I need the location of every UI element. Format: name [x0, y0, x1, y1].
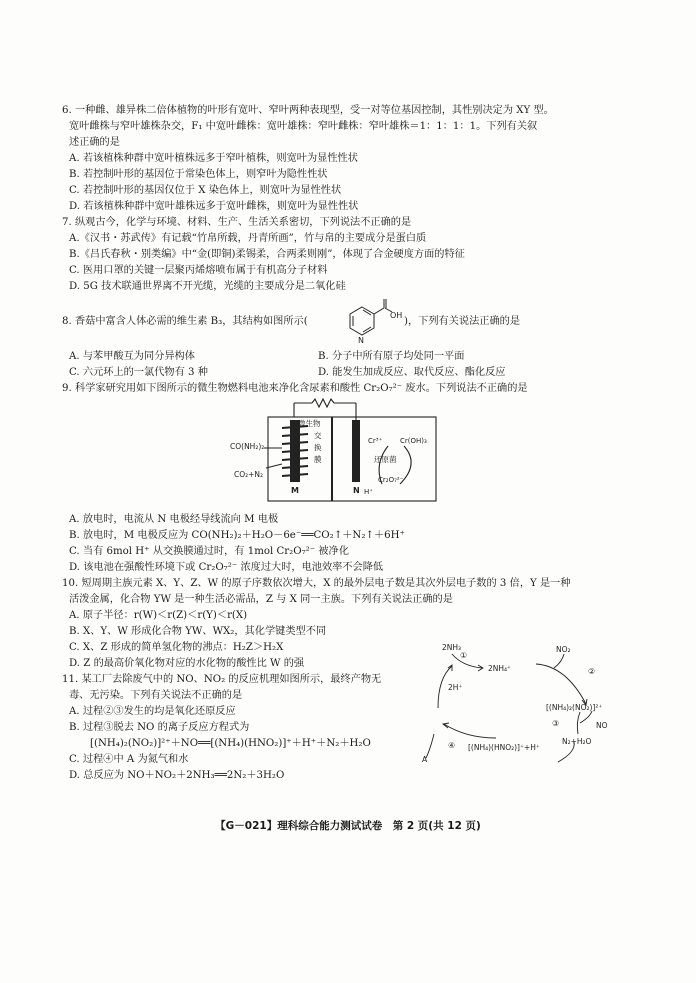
q8-line-1b: )，下列有关说法正确的是: [404, 316, 521, 327]
q10-line-2: 活泼金属，化合物 YW 是一种生活必需品，Z 与 X 同一主族。下列有关说法正确的是: [69, 594, 453, 605]
q11-line-1: 11. 某工厂去除废气中的 NO、NO₂ 的反应机理如图所示，最终产物无: [62, 674, 382, 685]
step-2-marker: ②: [588, 667, 596, 676]
step-1-marker: ①: [460, 651, 468, 660]
electrode-n-label: N: [353, 486, 360, 495]
co2-n2-label: CO₂+N₂: [234, 470, 264, 479]
q7-line-1: 7. 纵观古今，化学与环境、材料、生产、生活关系密切，下列说法不正确的是: [62, 217, 412, 228]
q10-option-d: D. Z 的最高价氧化物对应的水化物的酸性比 W 的强: [69, 658, 305, 669]
nh4-label: 2NH₄⁺: [488, 664, 511, 673]
q6-line-1: 6. 一种雌、雄异株二倍体植物的叶形有宽叶、窄叶两种表现型，受一对等位基因控制，其性别决定为 XY 型。: [62, 105, 554, 116]
product-a-label: A: [422, 755, 428, 764]
q10-option-a: A. 原子半径：r(W)＜r(Z)＜r(Y)＜r(X): [69, 610, 248, 621]
step-3-marker: ③: [552, 719, 560, 728]
q9-line-1: 9. 科学家研究用如下图所示的微生物燃料电池来净化含尿素和酸性 Cr₂O₇²⁻ 废水。下列说法不正确的是: [62, 383, 528, 394]
q8-option-b: B. 分子中所有原子均处同一平面: [318, 351, 465, 362]
croh3-label: Cr(OH)₃: [400, 437, 427, 445]
q9-option-c: C. 当有 6mol H⁺ 从交换膜通过时，有 1mol Cr₂O₇²⁻ 被净化: [69, 546, 349, 557]
fuel-cell-diagram: [228, 396, 442, 508]
niacin-oh-label: OH: [390, 311, 402, 320]
complex-2-label: [(NH₄)₂(NO₂)]²⁺: [546, 703, 603, 712]
h-plus-label: 2H⁺: [448, 683, 463, 692]
q6-option-b: B. 若控制叶形的基因位于常染色体上，则窄叶为隐性性状: [69, 169, 328, 180]
q11-option-a: A. 过程②③发生的均是氧化还原反应: [69, 706, 236, 717]
reducing-bacteria-label: 还原菌: [374, 455, 397, 464]
q8-line-1a: 8. 香菇中富含人体必需的维生素 B₃，其结构如图所示(: [62, 316, 308, 327]
proton-label: H⁺: [364, 488, 373, 496]
complex-1-label: [(NH₄)(HNO₂)]⁺+H⁺: [468, 743, 540, 752]
membrane-label-3: 膜: [314, 455, 322, 464]
membrane-label-1: 交: [314, 431, 322, 440]
no2-label: NO₂: [556, 645, 571, 654]
q10-option-b: B. X、Y、W 形成化合物 YW、WX₂，其化学键类型不同: [69, 626, 327, 637]
urea-label: CO(NH₂)₂: [230, 442, 265, 451]
q6-option-d: D. 若该植株种群中宽叶雄株远多于宽叶雌株，则宽叶为显性性状: [69, 201, 359, 212]
q7-option-a: A.《汉书・苏武传》有记载“竹帛所载，丹青所画”，竹与帛的主要成分是蛋白质: [69, 233, 427, 244]
q11-option-c: C. 过程④中 A 为氮气和水: [69, 754, 189, 765]
nh3-label: 2NH₃: [442, 643, 462, 652]
q8-option-c: C. 六元环上的一氯代物有 3 种: [69, 367, 208, 378]
q11-option-d: D. 总反应为 NO＋NO₂＋2NH₃══2N₂＋3H₂O: [69, 770, 285, 781]
n2-h2o-label: N₂+H₂O: [562, 737, 592, 746]
q8-option-d: D. 能发生加成反应、取代反应、酯化反应: [318, 367, 506, 378]
q11-line-2: 毒、无污染。下列有关说法不正确的是: [69, 690, 243, 701]
q7-option-b: B.《吕氏春秋・别类编》中“金(即铜)柔锡柔，合两柔则刚”，体现了合金硬度方面的特征: [69, 249, 465, 260]
q7-option-d: D. 5G 技术联通世界离不开光缆，光缆的主要成分是二氧化硅: [69, 281, 346, 292]
q10-option-c: C. X、Z 形成的简单氢化物的沸点：H₂Z＞H₂X: [69, 642, 284, 653]
step-4-marker: ④: [448, 741, 456, 750]
membrane-label-2: 换: [314, 443, 322, 452]
q7-option-c: C. 医用口罩的关键一层聚丙烯熔喷布属于有机高分子材料: [69, 265, 328, 276]
microbe-label: 微生物: [298, 419, 321, 428]
q9-option-d: D. 该电池在强酸性环境下或 Cr₂O₇²⁻ 浓度过大时，电池效率不会降低: [69, 562, 384, 573]
dichromate-label: Cr₂O₇²⁻: [378, 476, 404, 484]
electrode-m-label: M: [291, 486, 299, 495]
q8-option-a: A. 与苯甲酸互为同分异构体: [69, 351, 195, 362]
q6-line-2: 宽叶雌株与窄叶雄株杂交，F₁ 中宽叶雌株：宽叶雄株：窄叶雌株：窄叶雄株＝1：1：1：1。下列有关叙: [69, 121, 538, 132]
q11-option-b: B. 过程③脱去 NO 的离子反应方程式为: [69, 722, 250, 733]
cr3-label: Cr³⁺: [368, 437, 383, 445]
niacin-structure-diagram: [344, 297, 402, 347]
q6-option-a: A. 若该植株种群中宽叶植株远多于窄叶植株，则宽叶为显性性状: [69, 153, 358, 164]
no-label: NO: [596, 721, 608, 730]
page-footer: 【G－021】理科综合能力测试试卷 第 2 页(共 12 页): [215, 820, 481, 832]
q9-option-a: A. 放电时，电流从 N 电极经导线流向 M 电极: [69, 514, 279, 525]
q6-line-3: 述正确的是: [69, 137, 120, 148]
reaction-mechanism-diagram: [404, 638, 676, 768]
q11-option-b-equation: [(NH₄)₂(NO₂)]²⁺＋NO══[(NH₄)(HNO₂)]⁺＋H⁺＋N₂＋H₂O: [90, 738, 371, 749]
q6-option-c: C. 若控制叶形的基因仅位于 X 染色体上，则宽叶为显性性状: [69, 185, 342, 196]
niacin-n-label: N: [358, 336, 364, 345]
q10-line-1: 10. 短周期主族元素 X、Y、Z、W 的原子序数依次增大，X 的最外层电子数是其次外层电子数的 3 倍，Y 是一种: [62, 578, 571, 589]
q9-option-b: B. 放电时，M 电极反应为 CO(NH₂)₂＋H₂O－6e⁻══CO₂↑＋N₂↑＋6H⁺: [69, 530, 405, 541]
